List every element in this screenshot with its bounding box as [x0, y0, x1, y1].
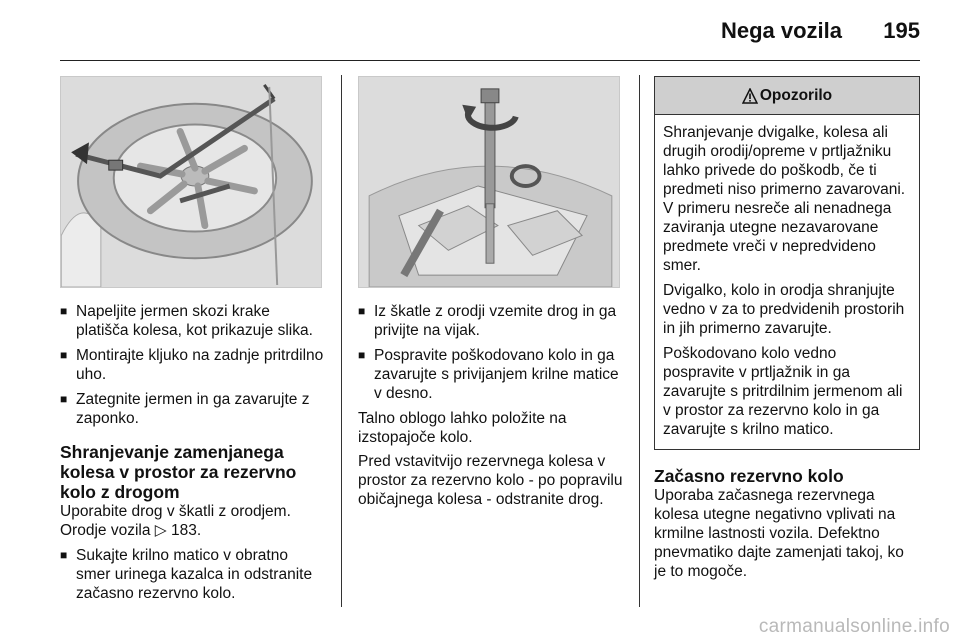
- paragraph: Uporaba začasnega rezervnega kolesa utegne negativno vplivati na krmilne lastnosti vozila. Defektno pnevmatiko dajte zamenjati takoj, ko je to mogoče.: [654, 487, 904, 580]
- list-item: ■ Napeljite jermen skozi krake platišča kolesa, kot prikazuje slika.: [60, 303, 313, 339]
- warning-paragraph: Dvigalko, kolo in orodja shranjujte vedno v za to predvidenih prostorih in jih primerno zavarujte.: [663, 282, 905, 337]
- page-reference-icon[interactable]: ▷: [154, 522, 167, 539]
- column-divider-right: [639, 75, 640, 607]
- list-item: ■ Pospravite poškodovano kolo in ga zavarujte s privijanjem krilne matice v desno.: [358, 347, 619, 402]
- header-rule: [60, 60, 920, 61]
- bullet-icon: ■: [358, 304, 366, 318]
- list-item: ■ Montirajte kljuko na zadnje pritrdilno uho.: [60, 347, 324, 383]
- page-number: 195: [883, 18, 920, 43]
- paragraph: Talno oblogo lahko položite na izstopajoče kolo.: [358, 410, 567, 446]
- page-title: Nega vozila: [720, 18, 842, 43]
- paragraph: Pred vstavitvijo rezervnega kolesa v prostor za rezervno kolo - po popravilu običajnega kolesa - odstranite drog.: [358, 453, 623, 508]
- bullet-icon: ■: [60, 304, 68, 318]
- warning-title: Opozorilo: [759, 87, 833, 104]
- warning-triangle-icon: [742, 88, 758, 104]
- warning-box: [654, 76, 920, 450]
- bullet-list-2: [60, 546, 326, 603]
- bullet-icon: ■: [60, 348, 68, 362]
- paragraph-reference: Orodje vozila ▷ 183.: [60, 522, 202, 539]
- warning-paragraph: Poškodovano kolo vedno pospravite v prtljažnik in ga zavarujte s pritrdilnim jermenom ali v prostor za rezervno kolo in ga zavarujte s krilno matico.: [663, 345, 903, 438]
- warning-body: [655, 115, 919, 449]
- watermark: carmanualsonline.info: [758, 616, 950, 637]
- column-divider-left: [341, 75, 342, 607]
- bullet-icon: ■: [358, 348, 366, 362]
- bullet-icon: ■: [60, 548, 68, 562]
- bullet-list-3: [358, 302, 626, 403]
- figure-wheel-strap: [60, 76, 322, 288]
- column-middle: [358, 76, 626, 509]
- wheel-strap-illustration: [61, 77, 321, 287]
- warning-paragraph: Shranjevanje dvigalke, kolesa ali drugih orodij/opreme v prtljažniku lahko privede do poškodb, če ti predmeti niso primerno zavarovani. V primeru nesreče ali nenadnega zaviranja utegne nezavarovane predmete vreči v nepredvideno smer.: [663, 124, 906, 274]
- section-heading-temporary-wheel: Začasno rezervno kolo: [654, 466, 844, 486]
- tool-rod-illustration: [359, 77, 619, 287]
- figure-tool-rod: [358, 76, 620, 288]
- list-item: ■ Zategnite jermen in ga zavarujte z zaponko.: [60, 391, 310, 427]
- page-header: [0, 0, 960, 62]
- bullet-icon: ■: [60, 392, 68, 406]
- list-item: ■ Sukajte krilno matico v obratno smer urinega kazalca in odstranite začasno rezervno kolo.: [60, 547, 313, 602]
- column-right: [654, 76, 920, 581]
- paragraph: Uporabite drog v škatli z orodjem.: [60, 503, 291, 520]
- bullet-list-1: [60, 302, 326, 428]
- list-item: ■ Iz škatle z orodji vzemite drog in ga privijte na vijak.: [358, 303, 617, 339]
- warning-header: [655, 77, 919, 115]
- column-left: [60, 76, 326, 609]
- section-heading-storage: Shranjevanje zamenjanega kolesa v prostor za rezervno kolo z drogom: [60, 442, 297, 502]
